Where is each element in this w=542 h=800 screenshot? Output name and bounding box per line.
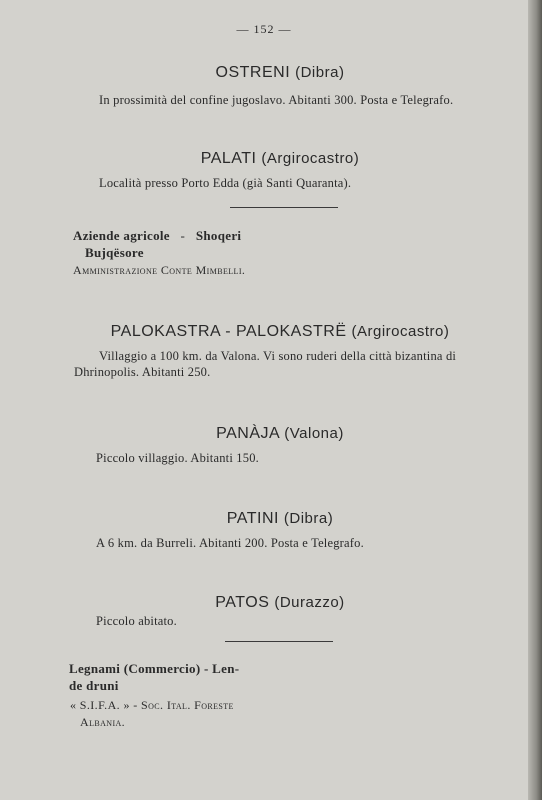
entry-province: (Argirocastro) xyxy=(351,323,450,340)
entry-text-patos: Piccolo abitato. xyxy=(96,614,177,628)
entry-text-palokastra-line1: Villaggio a 100 km. da Valona. Vi sono ruderi della città bizantina di xyxy=(99,349,457,363)
entry-name: PATINI xyxy=(226,510,279,527)
entry-province: (Argirocastro) xyxy=(261,150,360,167)
entry-heading-palati xyxy=(0,150,542,168)
entry-name: PALATI xyxy=(200,150,257,167)
entry-heading-patos xyxy=(0,594,542,612)
category-title-it: Aziende agricole xyxy=(73,228,170,243)
divider-rule xyxy=(225,641,333,642)
entry-text-panaja: Piccolo villaggio. Abitanti 150. xyxy=(96,451,259,465)
category-title-sq-line2: Bujqësore xyxy=(85,245,144,260)
category-title-sq: Shoqeri xyxy=(195,228,242,243)
category-aziende-agricole xyxy=(73,227,241,261)
entry-name: PANÀJA xyxy=(216,425,280,442)
category-legnami xyxy=(69,660,239,694)
entry-heading-panaja xyxy=(0,425,542,443)
entry-name: PALOKASTRA - PALOKASTRË xyxy=(110,323,347,340)
divider-rule xyxy=(230,207,338,208)
entry-province: (Durazzo) xyxy=(274,594,345,611)
entry-text-ostreni: In prossimità del confine jugoslavo. Abitanti 300. Posta e Telegrafo. xyxy=(99,93,454,107)
entry-province: (Dibra) xyxy=(283,510,334,527)
entry-province: (Dibra) xyxy=(295,64,345,81)
category-title-line2: de druni xyxy=(69,678,119,693)
entry-heading-ostreni xyxy=(0,64,542,82)
page-number: — 152 — xyxy=(236,22,292,36)
entry-name: PATOS xyxy=(215,594,270,611)
entry-name: OSTRENI xyxy=(215,64,291,81)
category-title-line1: Legnami (Commercio) - Len- xyxy=(69,661,240,676)
entry-text-palati: Località presso Porto Edda (già Santi Quaranta). xyxy=(99,176,352,190)
entry-province: (Valona) xyxy=(284,425,344,442)
entry-heading-patini xyxy=(0,510,542,528)
company-mimbelli: Amministrazione Conte Mimbelli. xyxy=(73,263,246,277)
entry-text-palokastra-line2: Dhrinopolis. Abitanti 250. xyxy=(74,365,211,379)
company-sifa-line2: Albania. xyxy=(80,715,126,729)
company-sifa-line1: « S.I.F.A. » - Soc. Ital. Foreste xyxy=(70,698,234,712)
entry-heading-palokastra xyxy=(0,323,542,341)
book-spine-shadow xyxy=(528,0,542,800)
category-separator: - xyxy=(180,228,186,243)
entry-text-patini: A 6 km. da Burreli. Abitanti 200. Posta e Telegrafo. xyxy=(96,536,364,550)
